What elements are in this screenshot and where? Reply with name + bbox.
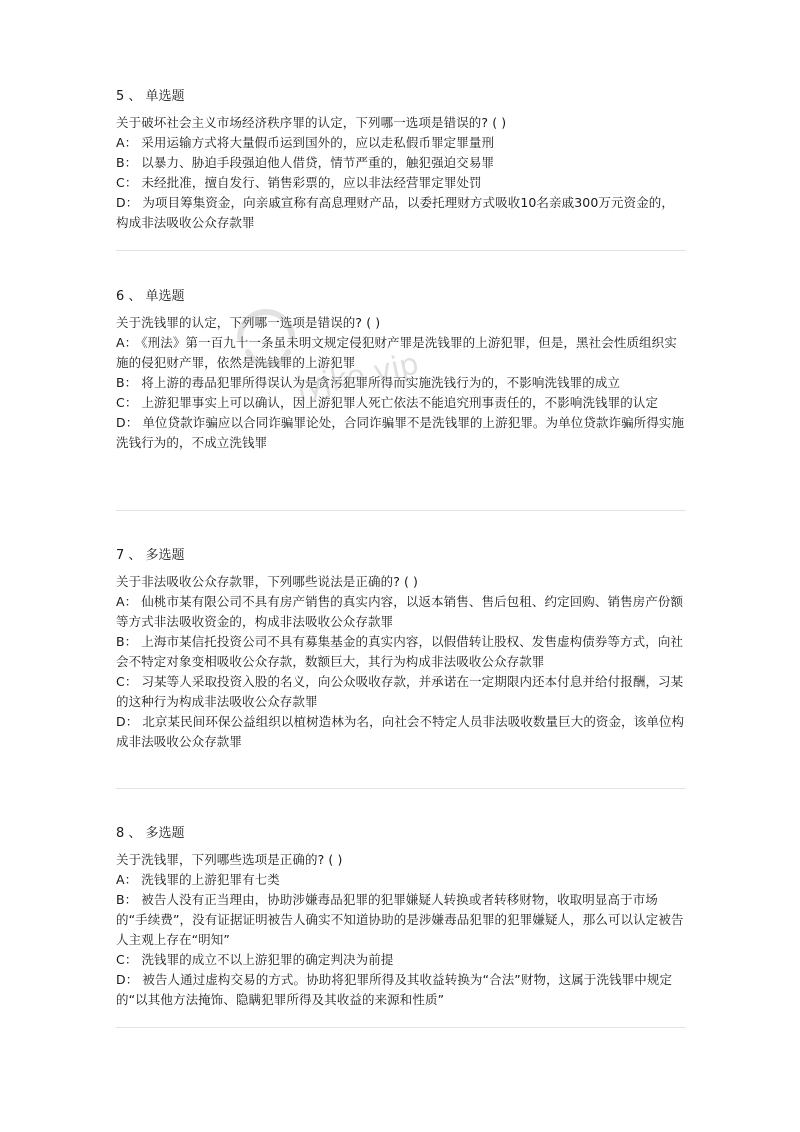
option-label: B： [116,892,138,907]
option-text: 上海市某信托投资公司不具有募集基金的真实内容，以假借转让股权、发售虚构债券等方式，向社会不特定对象变相吸收公众存款，数额巨大，其行为构成非法吸收公众存款罪 [116,634,684,669]
option-label: C： [116,395,138,410]
option-text: 采用运输方式将大量假币运到国外的，应以走私假币罪定罪量刑 [141,135,495,150]
question-header: 5 、 单选题 [116,89,185,104]
option-c [116,672,686,712]
question-stem: 关于非法吸收公众存款罪，下列哪些说法是正确的? ( ) [116,574,419,589]
question-stem: 关于洗钱罪的认定，下列哪一选项是错误的? ( ) [116,315,381,330]
question-type: 单选题 [145,89,185,104]
option-label: D： [116,714,139,729]
option-d [116,413,686,453]
option-label: A： [116,135,138,150]
option-a [116,133,686,153]
divider [116,250,686,251]
option-text: 将上游的毒品犯罪所得误认为是贪污犯罪所得而实施洗钱行为的，不影响洗钱罪的成立 [141,375,621,390]
option-a [116,333,686,373]
option-d [116,970,686,1010]
option-text: 以暴力、胁迫手段强迫他人借贷，情节严重的，触犯强迫交易罪 [141,155,495,170]
option-b [116,153,686,173]
option-a [116,592,686,632]
option-label: D： [116,415,139,430]
question-number: 7 [116,548,125,563]
option-text: 洗钱罪的成立不以上游犯罪的确定判决为前提 [141,952,394,967]
question-header: 6 、 单选题 [116,289,185,304]
option-d [116,193,686,233]
option-label: B： [116,375,138,390]
question-header: 7 、 多选题 [116,548,185,563]
option-label: C： [116,674,138,689]
option-label: B： [116,155,138,170]
divider [116,1027,686,1028]
question-7 [116,546,686,752]
question-number: 5 [116,89,125,104]
option-text: 被告人没有正当理由，协助涉嫌毒品犯罪的犯罪嫌疑人转换或者转移财物，收取明显高于市场的“手续费”，没有证据证明被告人确实不知道协助的是涉嫌毒品犯罪的犯罪嫌疑人，那么可以认定被告人主观上存在“明知” [116,892,684,947]
option-label: A： [116,594,138,609]
question-header: 8 、 多选题 [116,826,185,841]
option-text: 仙桃市某有限公司不具有房产销售的真实内容，以返本销售、售后包租、约定回购、销售房产份额等方式非法吸收资金的，构成非法吸收公众存款罪 [116,594,684,629]
option-label: A： [116,872,138,887]
option-text: 上游犯罪事实上可以确认，因上游犯罪人死亡依法不能追究刑事责任的，不影响洗钱罪的认定 [141,395,659,410]
question-stem: 关于洗钱罪，下列哪些选项是正确的? ( ) [116,852,343,867]
question-stem: 关于破坏社会主义市场经济秩序罪的认定，下列哪一选项是错误的? ( ) [116,115,507,130]
divider [116,788,686,789]
option-text: 为项目筹集资金，向亲戚宣称有高息理财产品，以委托理财方式吸收10名亲戚300万元资金的，构成非法吸收公众存款罪 [116,195,674,230]
option-label: B： [116,634,138,649]
option-text: 洗钱罪的上游犯罪有七类 [141,872,280,887]
option-b [116,890,686,950]
option-c [116,173,686,193]
question-type: 单选题 [145,289,185,304]
option-text: 单位贷款诈骗应以合同诈骗罪论处，合同诈骗罪不是洗钱罪的上游犯罪。为单位贷款诈骗所得实施洗钱行为的，不成立洗钱罪 [116,415,685,450]
question-number: 8 [116,826,125,841]
option-b [116,373,686,393]
question-6 [116,287,686,453]
option-text: 习某等人采取投资入股的名义，向公众吸收存款，并承诺在一定期限内还本付息并给付报酬，习某的这种行为构成非法吸收公众存款罪 [116,674,684,709]
option-text: 未经批准，擅自发行、销售彩票的，应以非法经营罪定罪处罚 [141,175,482,190]
option-label: C： [116,175,138,190]
question-8 [116,824,686,1010]
divider [116,510,686,511]
option-label: C： [116,952,138,967]
option-label: D： [116,195,139,210]
option-text: 《刑法》第一百九十一条虽未明文规定侵犯财产罪是洗钱罪的上游犯罪，但是，黑社会性质组织实施的侵犯财产罪，依然是洗钱罪的上游犯罪 [116,335,677,370]
option-label: A： [116,335,138,350]
question-number: 6 [116,289,125,304]
question-type: 多选题 [145,826,185,841]
question-type: 多选题 [145,548,185,563]
option-a [116,870,686,890]
watermark-text: jyjke.vip [293,346,422,407]
question-5 [116,87,686,233]
option-c [116,393,686,413]
option-d [116,712,686,752]
option-b [116,632,686,672]
option-text: 被告人通过虚构交易的方式。协助将犯罪所得及其收益转换为“合法”财物，这属于洗钱罪中规定的“以其他方法掩饰、隐瞒犯罪所得及其收益的来源和性质” [116,972,673,1007]
option-c [116,950,686,970]
option-label: D： [116,972,139,987]
option-text: 北京某民间环保公益组织以植树造林为名，向社会不特定人员非法吸收数量巨大的资金，该单位构成非法吸收公众存款罪 [116,714,685,749]
